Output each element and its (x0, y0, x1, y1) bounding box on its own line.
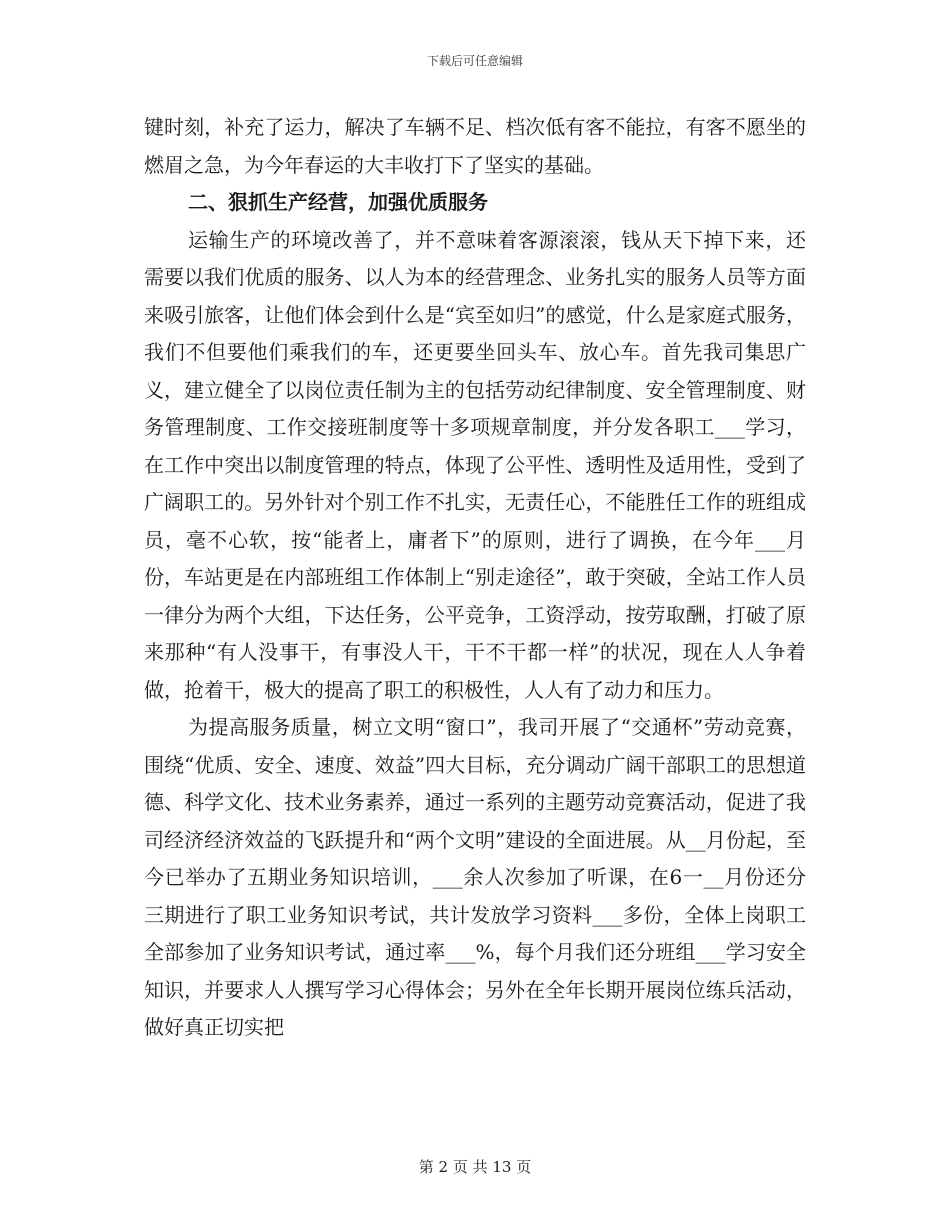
paragraph-service: 运输生产的环境改善了，并不意味着客源滚滚，钱从天下掉下来，还需要以我们优质的服务、以人为本的经营理念、业务扎实的服务人员等方面来吸引旅客，让他们体会到什么是“宾至如归”的感觉，什么是家庭式服务，我们不但要他们乘我们的车，还更要坐回头车、放心车。首先我司集思广义，建立健全了以岗位责任制为主的包括劳动纪律制度、安全管理制度、财务管理制度、工作交接班制度等十多项规章制度，并分发各职工___学习，在工作中突出以制度管理的特点，体现了公平性、透明性及适用性，受到了广阔职工的。另外针对个别工作不扎实，无责任心，不能胜任工作的班组成员，毫不心软，按“能者上，庸者下”的原则，进行了调换，在今年___月份，车站更是在内部班组工作体制上“别走途径”，敢于突破，全站工作人员一律分为两个大组，下达任务，公平竞争，工资浮动，按劳取酬，打破了原来那种“有人没事干，有事没人干，干不干都一样”的状况，现在人人争着做，抢着干，极大的提高了职工的积极性，人人有了动力和压力。 (144, 227, 806, 702)
page-header: 下载后可任意编辑 (426, 54, 523, 68)
paragraph-continued: 键时刻，补充了运力，解决了车辆不足、档次低有客不能拉，有客不愿坐的燃眉之急，为今年春运的大丰收打下了坚实的基础。 (144, 115, 806, 177)
page-number: 第 2 页 共 13 页 (418, 1158, 532, 1176)
document-body (144, 109, 806, 1047)
section-heading: 二、狠抓生产经营，加强优质服务 (188, 190, 488, 214)
paragraph-competition: 为提高服务质量，树立文明“窗口”，我司开展了“交通杯”劳动竞赛，围绕“优质、安全、速度、效益”四大目标，充分调动广阔干部职工的思想道德、科学文化、技术业务素养，通过一系列的主题劳动竞赛活动，促进了我司经济经济效益的飞跃提升和“两个文明”建设的全面进展。从__月份起，至今已举办了五期业务知识培训，___余人次参加了听课，在6一__月份还分三期进行了职工业务知识考试，共计发放学习资料___多份，全体上岗职工全部参加了业务知识考试，通过率___%，每个月我们还分班组___学习安全知识，并要求人人撰写学习心得体会；另外在全年长期开展岗位练兵活动，做好真正切实把 (144, 715, 806, 1039)
